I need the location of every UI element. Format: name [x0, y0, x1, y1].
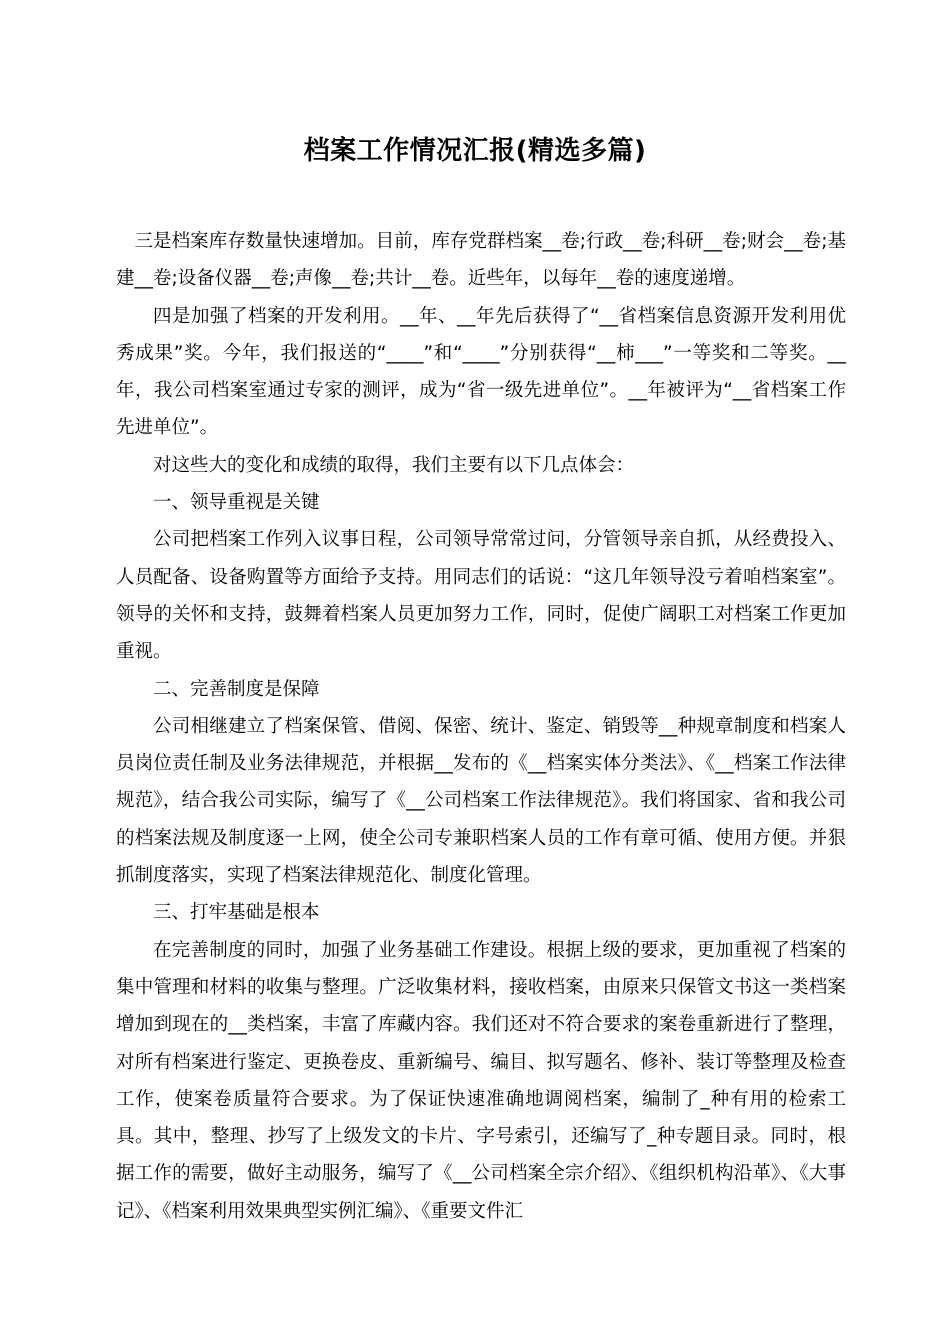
paragraph-leadership: 公司把档案工作列入议事日程，公司领导常常过问，分管领导亲自抓，从经费投入、人员配备、设备购置等方面给予支持。用同志们的话说：“这几年领导没亏着咱档案室”。领导的关怀和支持，鼓舞着档案人员更加努力工作，同时，促使广阔职工对档案工作更加重视。 [116, 529, 846, 663]
section-heading-foundation: 三、打牢基础是根本 [153, 902, 320, 924]
paragraph-system: 公司相继建立了档案保管、借阅、保密、统计、鉴定、销毁等__种规章制度和档案人员岗位责任制及业务法律规范，并根据__发布的《__档案实体分类法》、《__档案工作法律规范》，结合我公司实际，编写了《__公司档案工作法律规范》。我们将国家、省和我公司的档案法规及制度逐一上网，使全公司专兼职档案人员的工作有章可循、使用方便。并狠抓制度落实，实现了档案法律规范化、制度化管理。 [116, 715, 846, 887]
document-title: 档案工作情况汇报(精选多篇) [303, 136, 647, 166]
section-heading-system: 二、完善制度是保障 [153, 678, 320, 700]
paragraph-inventory: 三是档案库存数量快速增加。目前，库存党群档案__卷;行政__卷;科研__卷;财会__卷;基建__卷;设备仪器__卷;声像__卷;共计__卷。近些年，以每年__卷的速度递增。 [116, 231, 846, 290]
paragraph-development: 四是加强了档案的开发利用。__年、__年先后获得了“__省档案信息资源开发利用优秀成果”奖。今年，我们报送的“____”和“____”分别获得“__柿___”一等奖和二等奖。__年，我公司档案室通过专家的测评，成为“省一级先进单位”。__年被评为“__省档案工作先进单位”。 [116, 305, 846, 439]
section-heading-leadership: 一、领导重视是关键 [153, 492, 320, 514]
paragraph-foundation: 在完善制度的同时，加强了业务基础工作建设。根据上级的要求，更加重视了档案的集中管理和材料的收集与整理。广泛收集材料，接收档案，由原来只保管文书这一类档案增加到现在的__类档案，丰富了库藏内容。我们还对不符合要求的案卷重新进行了整理，对所有档案进行鉴定、更换卷皮、重新编号、编目、拟写题名、修补、装订等整理及检查工作，使案卷质量符合要求。为了保证快速准确地调阅档案，编制了_种有用的检索工具。其中，整理、抄写了上级发文的卡片、字号索引，还编写了_种专题目录。同时，根据工作的需要，做好主动服务，编写了《__公司档案全宗介绍》、《组织机构沿革》、《大事记》、《档案利用效果典型实例汇编》、《重要文件汇 [116, 939, 846, 1222]
document-body [116, 223, 846, 1230]
paragraph-experience-intro: 对这些大的变化和成绩的取得，我们主要有以下几点体会： [153, 454, 635, 476]
